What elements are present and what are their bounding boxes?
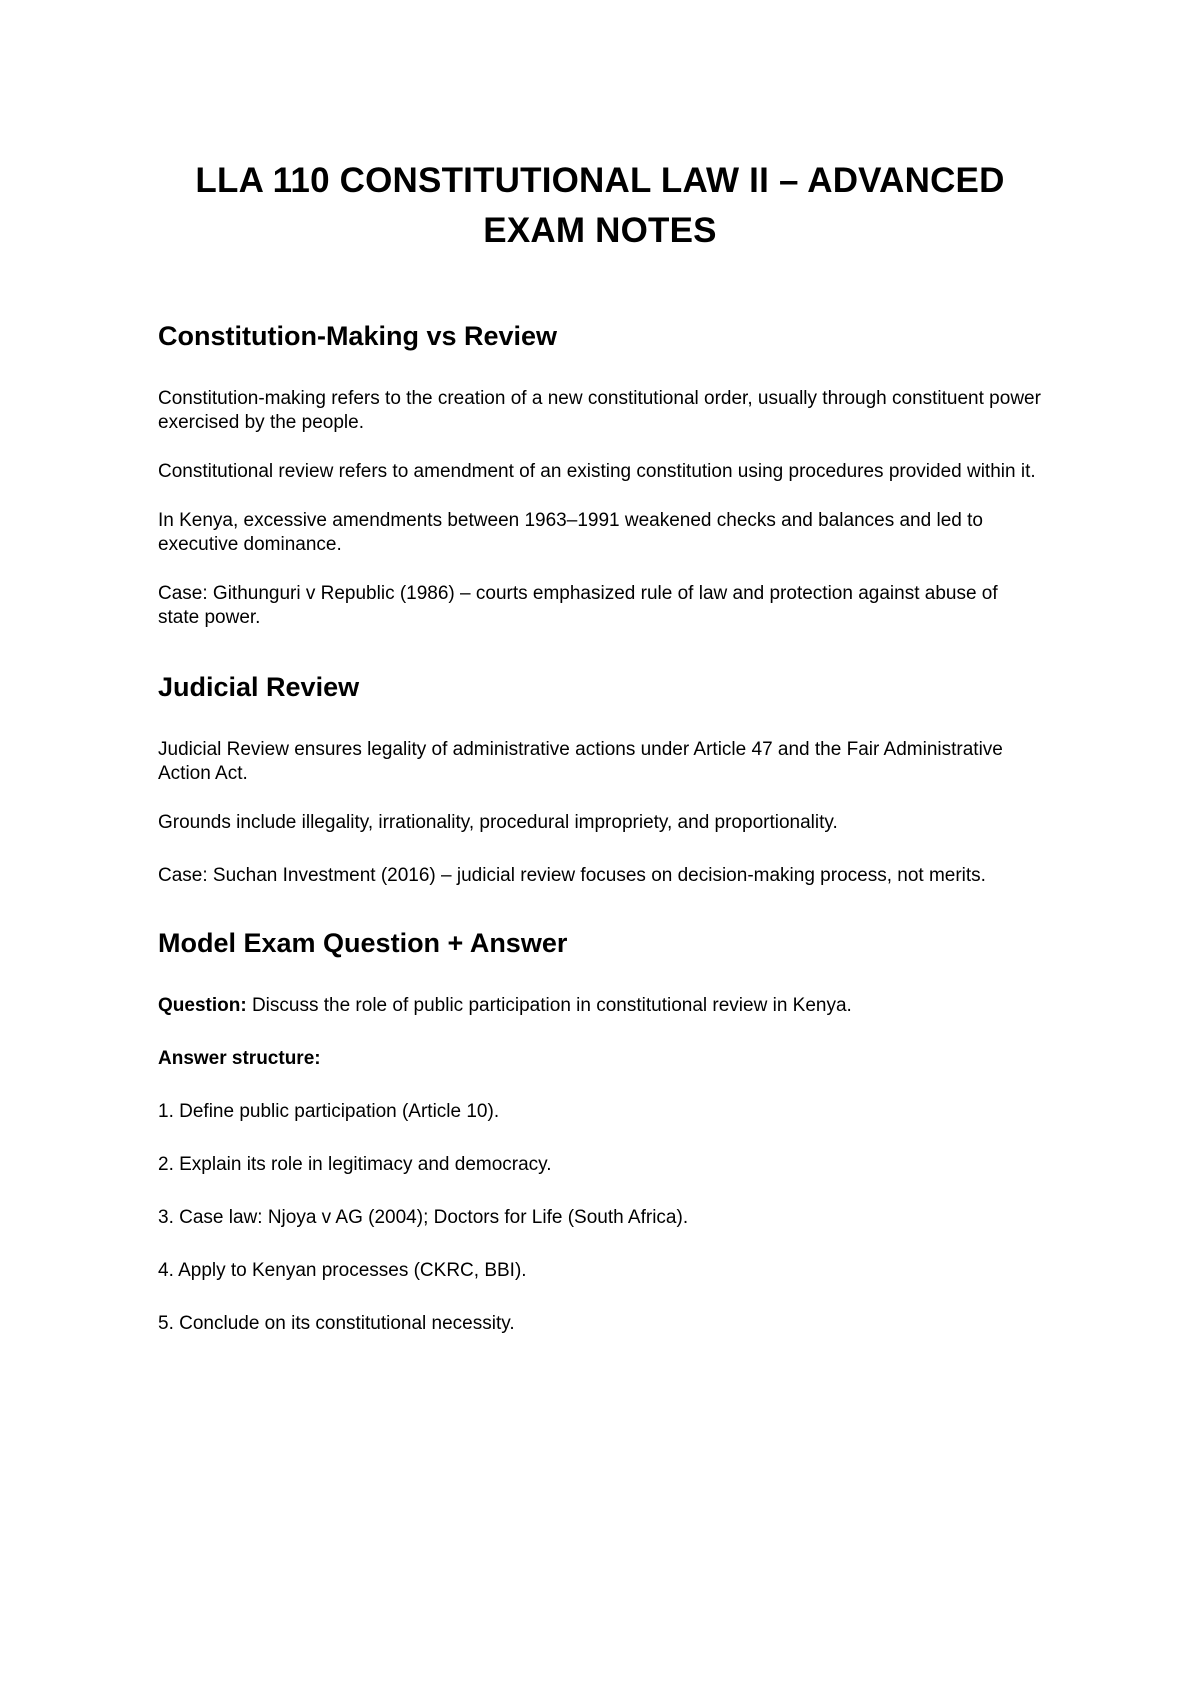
question-text: Discuss the role of public participation in constitutional review in Kenya. <box>246 995 852 1016</box>
paragraph-judicial-review-grounds: Grounds include illegality, irrationality, procedural impropriety, and proportionality. <box>158 812 838 833</box>
section-model-exam <box>158 926 1042 1336</box>
paragraph-constitutional-review-definition: Constitutional review refers to amendment of an existing constitution using procedures provided within it. <box>158 461 1036 482</box>
answer-step-1: 1. Define public participation (Article 10). <box>158 1101 500 1122</box>
paragraph-case-githunguri: Case: Githunguri v Republic (1986) – courts emphasized rule of law and protection against abuse of state power. <box>158 583 998 628</box>
document-title-line-2: EXAM NOTES <box>483 211 717 250</box>
section-heading-model-exam: Model Exam Question + Answer <box>158 928 568 958</box>
exam-question <box>158 994 1042 1018</box>
paragraph-judicial-review-definition: Judicial Review ensures legality of administrative actions under Article 47 and the Fair Administrative Action Act. <box>158 739 1003 784</box>
answer-step-4: 4. Apply to Kenyan processes (CKRC, BBI). <box>158 1260 527 1281</box>
paragraph-constitution-making-definition: Constitution-making refers to the creation of a new constitutional order, usually through constituent power exercised by the people. <box>158 388 1041 433</box>
paragraph-kenya-amendments: In Kenya, excessive amendments between 1963–1991 weakened checks and balances and led to executive dominance. <box>158 510 983 555</box>
answer-step-5: 5. Conclude on its constitutional necessity. <box>158 1313 515 1334</box>
paragraph-case-suchan: Case: Suchan Investment (2016) – judicial review focuses on decision-making process, not merits. <box>158 865 986 886</box>
section-constitution-making <box>158 319 1042 630</box>
section-heading-constitution-making: Constitution-Making vs Review <box>158 321 558 351</box>
section-heading-judicial-review: Judicial Review <box>158 672 360 702</box>
answer-step-3: 3. Case law: Njoya v AG (2004); Doctors for Life (South Africa). <box>158 1207 689 1228</box>
document-title <box>158 0 1042 256</box>
section-judicial-review <box>158 670 1042 888</box>
answer-structure-label: Answer structure: <box>158 1048 321 1069</box>
answer-step-2: 2. Explain its role in legitimacy and democracy. <box>158 1154 552 1175</box>
question-label: Question: <box>158 995 247 1016</box>
document-title-line-1: LLA 110 CONSTITUTIONAL LAW II – ADVANCED <box>195 161 1005 200</box>
